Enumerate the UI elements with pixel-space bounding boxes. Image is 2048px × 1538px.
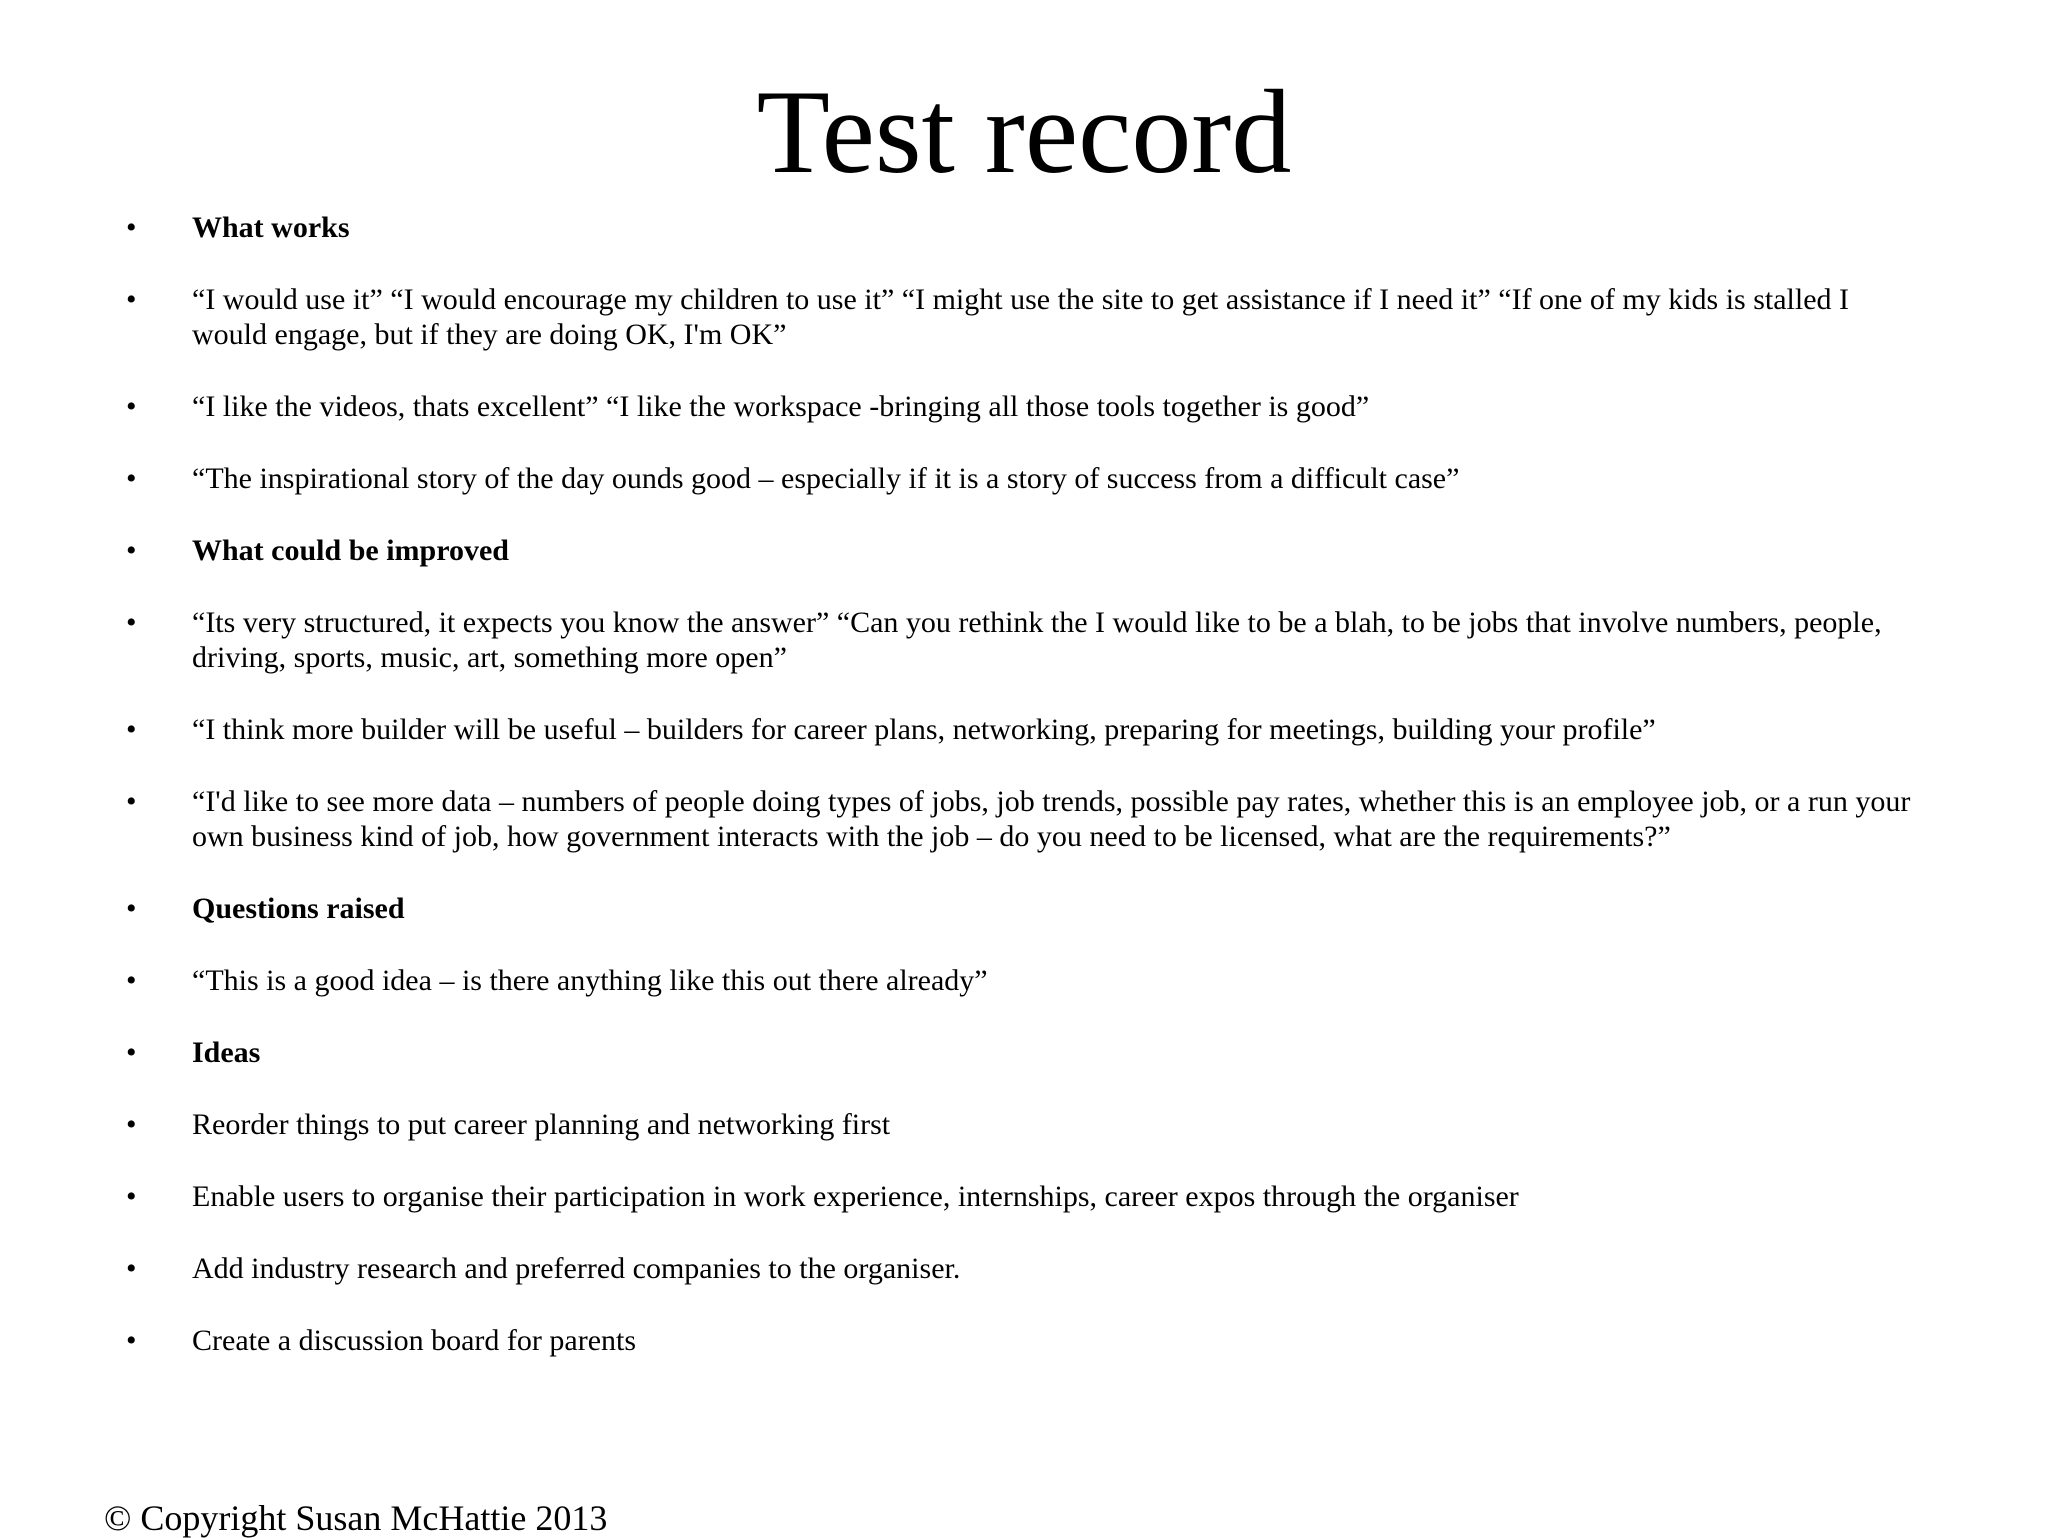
list-item xyxy=(120,891,1920,926)
bullet-icon: • xyxy=(126,964,137,997)
quote-text: “I would use it” “I would encourage my children to use it” “I might use the site to get assistance if I need it” “If one of my kids is stalled I would engage, but if they are doing OK, I'm OK” xyxy=(192,283,1850,351)
bullet-icon: • xyxy=(126,1108,137,1141)
bullet-icon: • xyxy=(126,283,137,316)
bullet-icon: • xyxy=(126,606,137,639)
quote-text: “The inspirational story of the day ounds good – especially if it is a story of success from a difficult case” xyxy=(192,462,1460,495)
bullet-icon: • xyxy=(126,462,137,495)
quote-text: “This is a good idea – is there anything like this out there already” xyxy=(192,964,988,997)
bullet-icon: • xyxy=(126,785,137,818)
quote-text: “Its very structured, it expects you know the answer” “Can you rethink the I would like to be a blah, to be jobs that involve numbers, people, driving, sports, music, art, something more open” xyxy=(192,606,1882,674)
list-item xyxy=(120,389,1920,424)
list-item xyxy=(120,963,1920,998)
list-item xyxy=(120,712,1920,747)
list-item xyxy=(120,605,1920,675)
bullet-icon: • xyxy=(126,390,137,423)
bullet-icon: • xyxy=(126,713,137,746)
section-heading-what-could-be-improved: What could be improved xyxy=(192,534,509,567)
bullet-icon: • xyxy=(126,1036,137,1069)
list-item xyxy=(120,282,1920,352)
list-item xyxy=(120,210,1920,245)
bullet-icon: • xyxy=(126,1180,137,1213)
bullet-icon: • xyxy=(126,892,137,925)
idea-text: Reorder things to put career planning and networking first xyxy=(192,1108,891,1141)
list-item xyxy=(120,533,1920,568)
list-item xyxy=(120,784,1920,854)
list-item xyxy=(120,1179,1920,1214)
list-item xyxy=(120,1323,1920,1358)
quote-text: “I like the videos, thats excellent” “I like the workspace -bringing all those tools together is good” xyxy=(192,390,1370,423)
list-item xyxy=(120,1251,1920,1286)
idea-text: Enable users to organise their participation in work experience, internships, career expos through the organiser xyxy=(192,1180,1519,1213)
section-heading-questions-raised: Questions raised xyxy=(192,892,405,925)
section-heading-ideas: Ideas xyxy=(192,1036,261,1069)
quote-text: “I think more builder will be useful – builders for career plans, networking, preparing for meetings, building your profile” xyxy=(192,713,1656,746)
list-item xyxy=(120,461,1920,496)
bullet-icon: • xyxy=(126,1252,137,1285)
slide-title: Test record xyxy=(756,65,1292,198)
section-heading-what-works: What works xyxy=(192,211,350,244)
copyright-footer: © Copyright Susan McHattie 2013 xyxy=(104,1498,608,1538)
bullet-icon: • xyxy=(126,211,137,244)
idea-text: Create a discussion board for parents xyxy=(192,1324,637,1357)
list-item xyxy=(120,1107,1920,1142)
bullet-icon: • xyxy=(126,1324,137,1357)
bullet-list xyxy=(120,210,1920,1395)
bullet-icon: • xyxy=(126,534,137,567)
idea-text: Add industry research and preferred companies to the organiser. xyxy=(192,1252,961,1285)
list-item xyxy=(120,1035,1920,1070)
quote-text: “I'd like to see more data – numbers of people doing types of jobs, job trends, possible pay rates, whether this is an employee job, or a run your own business kind of job, how government interacts with the job – do you need to be licensed, what are the requirements?” xyxy=(192,785,1911,853)
